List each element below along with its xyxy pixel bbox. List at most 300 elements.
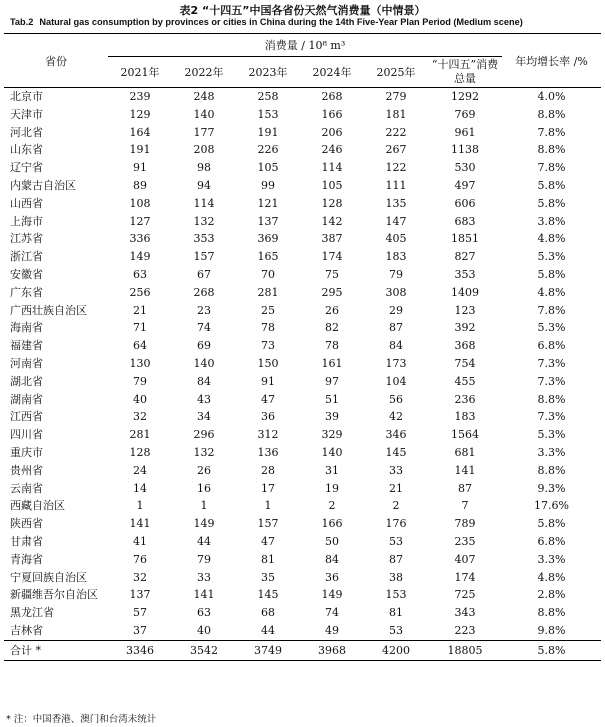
consumption-cell: 84 — [325, 552, 339, 566]
consumption-cell: 32 — [133, 570, 147, 584]
consumption-cell: 24 — [133, 463, 147, 477]
consumption-cell: 1 — [200, 499, 208, 513]
table-row — [4, 88, 601, 106]
province-name: 广东省 — [10, 285, 43, 299]
consumption-cell: 353 — [193, 232, 215, 246]
total-cell: 18805 — [428, 640, 502, 660]
consumption-cell: 68 — [261, 606, 275, 620]
consumption-cell: 7 — [461, 499, 469, 513]
consumption-cell: 78 — [261, 321, 275, 335]
consumption-cell: 105 — [257, 161, 279, 175]
consumption-cell: 530 — [454, 161, 476, 175]
consumption-cell: 33 — [389, 463, 403, 477]
consumption-cell: 35 — [261, 570, 275, 584]
consumption-cell: 105 — [321, 178, 343, 192]
consumption-cell: 81 — [261, 552, 275, 566]
consumption-cell: 40 — [133, 392, 147, 406]
consumption-cell: 36 — [261, 410, 275, 424]
consumption-cell: 74 — [197, 321, 211, 335]
growth-rate-cell: 5.3% — [537, 321, 566, 335]
consumption-cell: 23 — [197, 303, 211, 317]
consumption-cell: 336 — [129, 232, 151, 246]
growth-rate-cell: 7.3% — [537, 356, 566, 370]
consumption-cell: 191 — [129, 143, 151, 157]
province-name: 云南省 — [10, 481, 43, 495]
consumption-cell: 268 — [321, 90, 343, 103]
consumption-cell: 312 — [257, 428, 279, 442]
consumption-cell: 369 — [257, 232, 279, 246]
consumption-cell: 153 — [385, 588, 407, 602]
consumption-cell: 44 — [197, 534, 211, 548]
growth-rate-cell: 4.8% — [537, 570, 566, 584]
consumption-cell: 208 — [193, 143, 215, 157]
total-label: 合计 * — [4, 640, 108, 660]
footnote: * 注：中国香港、澳门和台湾未统计 — [6, 714, 157, 725]
consumption-cell: 47 — [261, 534, 275, 548]
consumption-cell: 33 — [197, 570, 211, 584]
consumption-cell: 165 — [257, 250, 279, 264]
consumption-cell: 142 — [321, 214, 343, 228]
consumption-cell: 606 — [454, 196, 476, 210]
growth-rate-cell: 8.8% — [537, 107, 566, 121]
growth-rate-cell: 7.3% — [537, 410, 566, 424]
consumption-cell: 346 — [385, 428, 407, 442]
table-row — [4, 106, 601, 124]
province-name: 宁夏回族自治区 — [10, 570, 87, 584]
consumption-cell: 166 — [321, 107, 343, 121]
consumption-cell: 91 — [261, 374, 275, 388]
province-name: 福建省 — [10, 339, 43, 353]
growth-rate-cell: 3.3% — [537, 552, 566, 566]
consumption-cell: 141 — [129, 517, 151, 531]
consumption-cell: 268 — [193, 285, 215, 299]
consumption-cell: 40 — [197, 623, 211, 637]
consumption-cell: 754 — [454, 356, 476, 370]
consumption-cell: 1409 — [451, 285, 479, 299]
consumption-cell: 281 — [129, 428, 151, 442]
consumption-cell: 183 — [385, 250, 407, 264]
consumption-cell: 21 — [133, 303, 147, 317]
consumption-cell: 127 — [129, 214, 151, 228]
consumption-cell: 84 — [197, 374, 211, 388]
table-row — [4, 604, 601, 622]
consumption-cell: 235 — [454, 534, 476, 548]
province-name: 广西壮族自治区 — [10, 303, 87, 317]
consumption-cell: 1564 — [451, 428, 479, 442]
consumption-cell: 281 — [257, 285, 279, 299]
growth-rate-cell: 5.3% — [537, 250, 566, 264]
table-row — [4, 230, 601, 248]
consumption-cell: 149 — [129, 250, 151, 264]
table-title-en — [10, 17, 600, 27]
province-name: 黑龙江省 — [10, 606, 54, 620]
consumption-cell: 353 — [454, 267, 476, 281]
consumption-cell: 295 — [321, 285, 343, 299]
consumption-cell: 114 — [193, 196, 215, 210]
consumption-cell: 122 — [385, 161, 407, 175]
table-title-en-text: Natural gas consumption by provinces or cities in China during the 14th Five-Year Plan Period (Medium scene) — [39, 17, 523, 27]
consumption-cell: 47 — [261, 392, 275, 406]
consumption-cell: 176 — [385, 517, 407, 531]
province-name: 河北省 — [10, 125, 43, 139]
consumption-cell: 279 — [385, 90, 407, 103]
consumption-cell: 368 — [454, 339, 476, 353]
table-row — [4, 284, 601, 302]
growth-rate-cell: 9.8% — [537, 623, 566, 637]
province-name: 北京市 — [10, 90, 43, 103]
province-name: 上海市 — [10, 214, 43, 228]
consumption-cell: 37 — [133, 623, 147, 637]
consumption-cell: 64 — [133, 339, 147, 353]
table-row — [4, 515, 601, 533]
consumption-cell: 161 — [321, 356, 343, 370]
consumption-cell: 961 — [454, 125, 476, 139]
table-row — [4, 373, 601, 391]
header-year: 2021年 — [108, 57, 172, 88]
header-province: 省份 — [4, 34, 108, 88]
consumption-cell: 1292 — [451, 90, 479, 103]
consumption-cell: 132 — [193, 214, 215, 228]
total-cell: 3542 — [172, 640, 236, 660]
province-name: 安徽省 — [10, 267, 43, 281]
consumption-cell: 147 — [385, 214, 407, 228]
consumption-cell: 256 — [129, 285, 151, 299]
consumption-cell: 258 — [257, 90, 279, 103]
table-body — [4, 88, 601, 641]
consumption-cell: 97 — [325, 374, 339, 388]
consumption-cell: 94 — [197, 178, 211, 192]
consumption-cell: 31 — [325, 463, 339, 477]
consumption-cell: 145 — [257, 588, 279, 602]
consumption-cell: 329 — [321, 428, 343, 442]
consumption-cell: 248 — [193, 90, 215, 103]
consumption-cell: 39 — [325, 410, 339, 424]
table-row — [4, 159, 601, 177]
consumption-cell: 104 — [385, 374, 407, 388]
table-row — [4, 408, 601, 426]
consumption-cell: 14 — [133, 481, 147, 495]
consumption-cell: 121 — [257, 196, 279, 210]
consumption-cell: 114 — [321, 161, 343, 175]
consumption-cell: 16 — [197, 481, 211, 495]
consumption-cell: 827 — [454, 250, 476, 264]
table-label-en: Tab.2 — [10, 17, 34, 27]
consumption-cell: 130 — [129, 356, 151, 370]
growth-rate-cell: 5.8% — [537, 178, 566, 192]
growth-rate-cell: 8.8% — [537, 392, 566, 406]
consumption-cell: 137 — [129, 588, 151, 602]
consumption-cell: 267 — [385, 143, 407, 157]
table-title-cn: 表2 “十四五”中国各省份天然气消费量（中情景） — [179, 4, 426, 17]
header-total-14th: “十四五”消费总量 — [428, 57, 502, 88]
consumption-cell: 87 — [389, 552, 403, 566]
growth-rate-cell: 4.0% — [537, 90, 566, 103]
consumption-cell: 222 — [385, 125, 407, 139]
consumption-cell: 25 — [261, 303, 275, 317]
table-row — [4, 302, 601, 320]
consumption-cell: 32 — [133, 410, 147, 424]
consumption-cell: 141 — [454, 463, 476, 477]
consumption-cell: 137 — [257, 214, 279, 228]
consumption-cell: 87 — [458, 481, 472, 495]
consumption-cell: 150 — [257, 356, 279, 370]
consumption-cell: 681 — [454, 445, 476, 459]
consumption-cell: 34 — [197, 410, 211, 424]
consumption-cell: 296 — [193, 428, 215, 442]
consumption-cell: 108 — [129, 196, 151, 210]
table-row — [4, 124, 601, 142]
consumption-cell: 392 — [454, 321, 476, 335]
growth-rate-cell: 5.3% — [537, 428, 566, 442]
consumption-cell: 42 — [389, 410, 403, 424]
consumption-cell: 174 — [321, 250, 343, 264]
growth-rate-cell: 9.3% — [537, 481, 566, 495]
consumption-cell: 26 — [197, 463, 211, 477]
header-year: 2024年 — [300, 57, 364, 88]
consumption-cell: 89 — [133, 178, 147, 192]
table-row — [4, 195, 601, 213]
total-cell: 3749 — [236, 640, 300, 660]
consumption-cell: 51 — [325, 392, 339, 406]
province-name: 四川省 — [10, 428, 43, 442]
table-row — [4, 213, 601, 231]
consumption-cell: 140 — [321, 445, 343, 459]
table-row — [4, 533, 601, 551]
consumption-cell: 343 — [454, 606, 476, 620]
growth-rate-cell: 8.8% — [537, 606, 566, 620]
consumption-cell: 405 — [385, 232, 407, 246]
consumption-cell: 157 — [193, 250, 215, 264]
consumption-cell: 99 — [261, 178, 275, 192]
growth-rate-cell: 6.8% — [537, 534, 566, 548]
growth-rate-cell: 4.8% — [537, 285, 566, 299]
growth-rate-cell: 5.8% — [537, 267, 566, 281]
consumption-cell: 132 — [193, 445, 215, 459]
consumption-cell: 1851 — [451, 232, 479, 246]
header-year: 2022年 — [172, 57, 236, 88]
consumption-cell: 75 — [325, 267, 339, 281]
total-cell: 3968 — [300, 640, 364, 660]
total-cell: 5.8% — [502, 640, 601, 660]
growth-rate-cell: 8.8% — [537, 143, 566, 157]
header-year: 2023年 — [236, 57, 300, 88]
consumption-cell: 1 — [136, 499, 144, 513]
gas-consumption-table — [4, 33, 601, 661]
consumption-cell: 78 — [325, 339, 339, 353]
province-name: 江苏省 — [10, 232, 43, 246]
total-row — [4, 640, 601, 660]
consumption-cell: 789 — [454, 517, 476, 531]
province-name: 海南省 — [10, 321, 43, 335]
consumption-cell: 56 — [389, 392, 403, 406]
table-row — [4, 497, 601, 515]
consumption-cell: 21 — [389, 481, 403, 495]
consumption-cell: 81 — [389, 606, 403, 620]
consumption-cell: 1138 — [451, 143, 479, 157]
consumption-cell: 236 — [454, 392, 476, 406]
consumption-cell: 174 — [454, 570, 476, 584]
table-row — [4, 586, 601, 604]
consumption-cell: 87 — [389, 321, 403, 335]
consumption-cell: 111 — [385, 178, 407, 192]
table-row — [4, 622, 601, 640]
consumption-cell: 73 — [261, 339, 275, 353]
consumption-cell: 79 — [133, 374, 147, 388]
consumption-cell: 123 — [454, 303, 476, 317]
province-name: 陕西省 — [10, 517, 43, 531]
province-name: 贵州省 — [10, 463, 43, 477]
consumption-cell: 153 — [257, 107, 279, 121]
province-name: 内蒙古自治区 — [10, 178, 76, 192]
consumption-cell: 128 — [321, 196, 343, 210]
consumption-cell: 140 — [193, 356, 215, 370]
consumption-cell: 246 — [321, 143, 343, 157]
total-cell: 4200 — [364, 640, 428, 660]
consumption-cell: 63 — [133, 267, 147, 281]
province-name: 吉林省 — [10, 623, 43, 637]
table-row — [4, 177, 601, 195]
province-name: 甘肃省 — [10, 534, 43, 548]
consumption-cell: 79 — [197, 552, 211, 566]
growth-rate-cell: 17.6% — [534, 499, 569, 513]
consumption-cell: 74 — [325, 606, 339, 620]
consumption-cell: 70 — [261, 267, 275, 281]
consumption-cell: 166 — [321, 517, 343, 531]
consumption-cell: 136 — [257, 445, 279, 459]
header-growth: 年均增长率 /% — [502, 34, 601, 88]
consumption-cell: 44 — [261, 623, 275, 637]
consumption-cell: 455 — [454, 374, 476, 388]
consumption-cell: 226 — [257, 143, 279, 157]
growth-rate-cell: 7.8% — [537, 161, 566, 175]
consumption-cell: 308 — [385, 285, 407, 299]
table-row — [4, 426, 601, 444]
consumption-cell: 164 — [129, 125, 151, 139]
consumption-cell: 38 — [389, 570, 403, 584]
province-name: 西藏自治区 — [10, 499, 65, 513]
consumption-cell: 43 — [197, 392, 211, 406]
consumption-cell: 135 — [385, 196, 407, 210]
consumption-cell: 140 — [193, 107, 215, 121]
consumption-cell: 183 — [454, 410, 476, 424]
growth-rate-cell: 4.8% — [537, 232, 566, 246]
consumption-cell: 141 — [193, 588, 215, 602]
consumption-cell: 223 — [454, 623, 476, 637]
consumption-cell: 98 — [197, 161, 211, 175]
table-row — [4, 266, 601, 284]
consumption-cell: 17 — [261, 481, 275, 495]
consumption-cell: 19 — [325, 481, 339, 495]
growth-rate-cell: 7.8% — [537, 125, 566, 139]
table-row — [4, 444, 601, 462]
consumption-cell: 53 — [389, 534, 403, 548]
consumption-cell: 49 — [325, 623, 339, 637]
growth-rate-cell: 7.3% — [537, 374, 566, 388]
province-name: 辽宁省 — [10, 161, 43, 175]
consumption-cell: 57 — [133, 606, 147, 620]
consumption-cell: 407 — [454, 552, 476, 566]
header-consumption-group: 消费量 / 10⁸ m³ — [108, 34, 502, 57]
consumption-cell: 239 — [129, 90, 151, 103]
province-name: 湖北省 — [10, 374, 43, 388]
table-row — [4, 337, 601, 355]
consumption-cell: 82 — [325, 321, 339, 335]
consumption-cell: 387 — [321, 232, 343, 246]
province-name: 山东省 — [10, 143, 43, 157]
consumption-cell: 26 — [325, 303, 339, 317]
consumption-cell: 50 — [325, 534, 339, 548]
consumption-cell: 28 — [261, 463, 275, 477]
province-name: 江西省 — [10, 410, 43, 424]
consumption-cell: 128 — [129, 445, 151, 459]
growth-rate-cell: 5.8% — [537, 517, 566, 531]
province-name: 浙江省 — [10, 250, 43, 264]
growth-rate-cell: 7.8% — [537, 303, 566, 317]
total-cell: 3346 — [108, 640, 172, 660]
consumption-cell: 41 — [133, 534, 147, 548]
table-row — [4, 355, 601, 373]
consumption-cell: 145 — [385, 445, 407, 459]
consumption-cell: 157 — [257, 517, 279, 531]
consumption-cell: 497 — [454, 178, 476, 192]
consumption-cell: 79 — [389, 267, 403, 281]
consumption-cell: 71 — [133, 321, 147, 335]
consumption-cell: 91 — [133, 161, 147, 175]
consumption-cell: 2 — [392, 499, 400, 513]
growth-rate-cell: 5.8% — [537, 196, 566, 210]
growth-rate-cell: 3.3% — [537, 445, 566, 459]
table-row — [4, 141, 601, 159]
consumption-cell: 53 — [389, 623, 403, 637]
consumption-cell: 206 — [321, 125, 343, 139]
consumption-cell: 29 — [389, 303, 403, 317]
consumption-cell: 2 — [328, 499, 336, 513]
consumption-cell: 129 — [129, 107, 151, 121]
consumption-cell: 191 — [257, 125, 279, 139]
table-row — [4, 480, 601, 498]
table-row — [4, 551, 601, 569]
province-name: 天津市 — [10, 107, 43, 121]
table-row — [4, 319, 601, 337]
consumption-cell: 36 — [325, 570, 339, 584]
consumption-cell: 67 — [197, 267, 211, 281]
table-row — [4, 462, 601, 480]
consumption-cell: 769 — [454, 107, 476, 121]
consumption-cell: 149 — [193, 517, 215, 531]
growth-rate-cell: 3.8% — [537, 214, 566, 228]
consumption-cell: 725 — [454, 588, 476, 602]
growth-rate-cell: 6.8% — [537, 339, 566, 353]
table-row — [4, 391, 601, 409]
growth-rate-cell: 2.8% — [537, 588, 566, 602]
consumption-cell: 76 — [133, 552, 147, 566]
consumption-cell: 1 — [264, 499, 272, 513]
table-row — [4, 569, 601, 587]
consumption-cell: 84 — [389, 339, 403, 353]
consumption-cell: 173 — [385, 356, 407, 370]
growth-rate-cell: 8.8% — [537, 463, 566, 477]
consumption-cell: 181 — [385, 107, 407, 121]
province-name: 山西省 — [10, 196, 43, 210]
consumption-cell: 177 — [193, 125, 215, 139]
table-row — [4, 248, 601, 266]
province-name: 湖南省 — [10, 392, 43, 406]
consumption-cell: 63 — [197, 606, 211, 620]
consumption-cell: 683 — [454, 214, 476, 228]
consumption-cell: 149 — [321, 588, 343, 602]
province-name: 重庆市 — [10, 445, 43, 459]
province-name: 河南省 — [10, 356, 43, 370]
